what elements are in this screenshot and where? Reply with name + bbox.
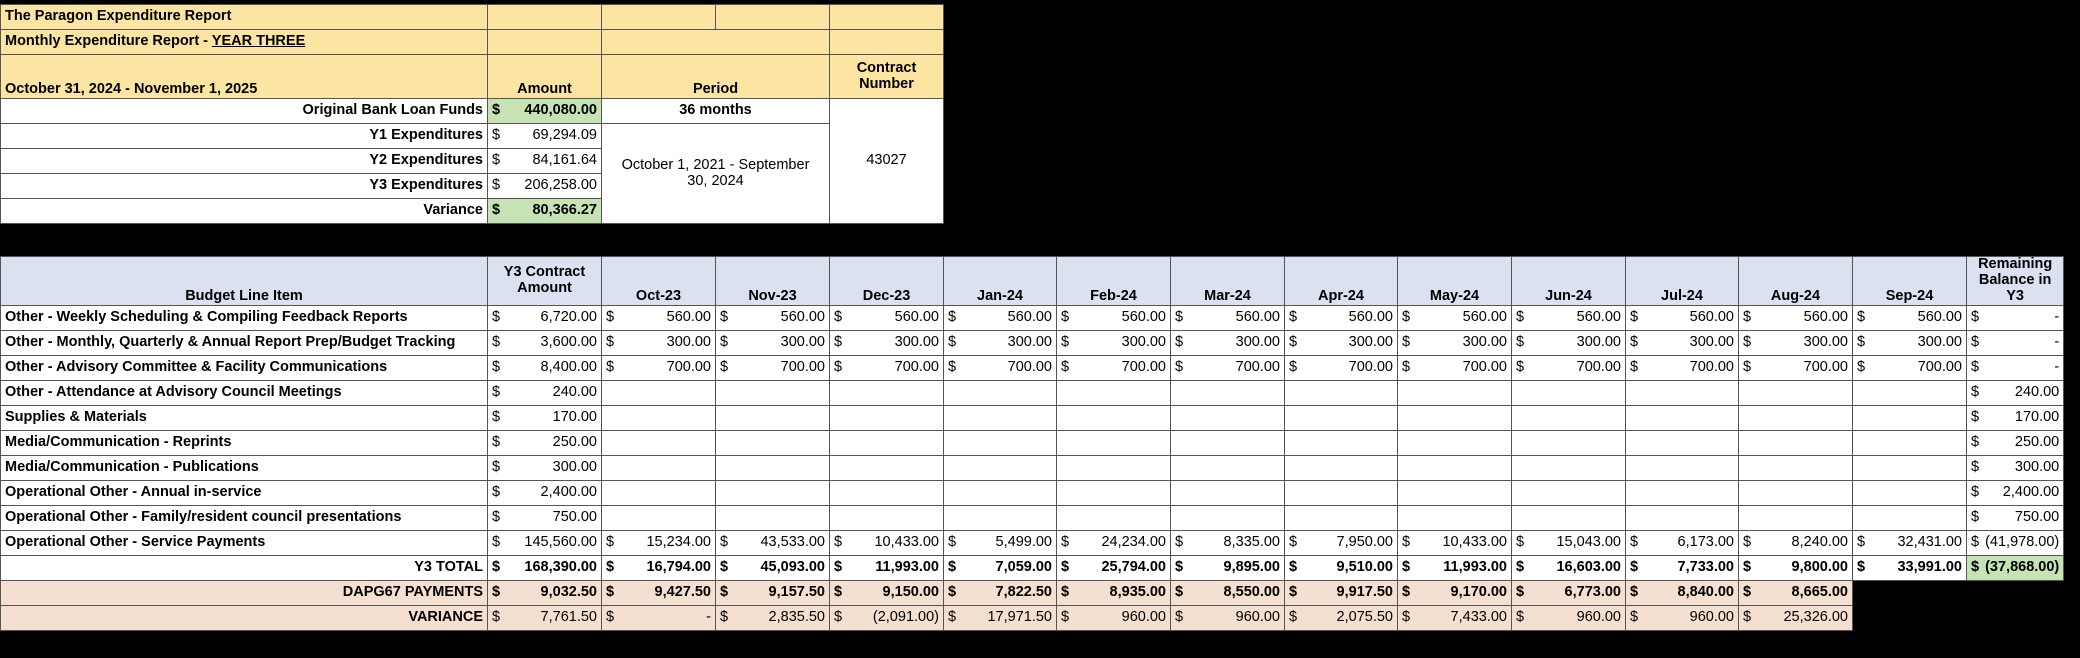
remaining-balance-cell[interactable]: $ 170.00 — [1967, 405, 2064, 430]
month-amount-cell[interactable] — [830, 480, 944, 505]
remaining-balance-cell[interactable]: $ 240.00 — [1967, 380, 2064, 405]
remaining-balance-cell[interactable]: $ - — [1967, 305, 2064, 330]
summary-label[interactable]: Original Bank Loan Funds — [1, 99, 488, 124]
remaining-balance-cell[interactable]: $ - — [1967, 355, 2064, 380]
contract-number-header[interactable]: Contract Number — [830, 55, 944, 99]
remaining-balance-cell[interactable]: $ 300.00 — [1967, 455, 2064, 480]
variance-cell[interactable]: $ (2,091.00) — [830, 605, 944, 630]
variance-cell[interactable]: $ 2,075.50 — [1285, 605, 1398, 630]
summary-label[interactable]: Y2 Expenditures — [1, 149, 488, 174]
budget-line-item[interactable]: Operational Other - Annual in-service — [1, 480, 488, 505]
table-row — [1, 530, 2064, 555]
table-row — [1, 380, 2064, 405]
month-amount-cell[interactable] — [1626, 455, 1739, 480]
summary-label[interactable]: Y3 Expenditures — [1, 174, 488, 199]
month-amount-cell[interactable]: $ 560.00 — [1853, 305, 1967, 330]
month-amount-cell[interactable] — [1853, 430, 1967, 455]
remaining-balance-cell[interactable]: $ 750.00 — [1967, 505, 2064, 530]
month-amount-cell[interactable]: $ 700.00 — [830, 355, 944, 380]
variance-label[interactable]: VARIANCE — [1, 605, 488, 630]
month-header[interactable]: Jul-24 — [1626, 257, 1739, 306]
period-header[interactable]: Period — [602, 55, 830, 99]
report-subtitle[interactable]: Monthly Expenditure Report - YEAR THREE — [1, 30, 488, 55]
month-amount-cell[interactable] — [1398, 380, 1512, 405]
period-range[interactable]: October 1, 2021 - September 30, 2024 — [602, 124, 830, 224]
payments-cell[interactable]: $ 8,550.00 — [1171, 580, 1285, 605]
total-label[interactable]: Y3 TOTAL — [1, 555, 488, 580]
budget-line-item[interactable]: Other - Weekly Scheduling & Compiling Feedback Reports — [1, 305, 488, 330]
contract-amount-cell[interactable]: $ 250.00 — [488, 430, 602, 455]
total-month-cell[interactable]: $ 33,991.00 — [1853, 555, 1967, 580]
table-row — [1, 430, 2064, 455]
report-title[interactable]: The Paragon Expenditure Report — [1, 5, 488, 30]
total-month-cell[interactable]: $ 11,993.00 — [830, 555, 944, 580]
total-month-cell[interactable]: $ 25,794.00 — [1057, 555, 1171, 580]
month-header[interactable]: Dec-23 — [830, 257, 944, 306]
remaining-balance-cell[interactable]: $ (41,978.00) — [1967, 530, 2064, 555]
month-amount-cell[interactable] — [1739, 505, 1853, 530]
cell[interactable] — [830, 5, 944, 30]
total-month-cell[interactable]: $ 45,093.00 — [716, 555, 830, 580]
month-amount-cell[interactable] — [1853, 380, 1967, 405]
month-amount-cell[interactable]: $ 560.00 — [944, 305, 1057, 330]
variance-cell[interactable]: $ 2,835.50 — [716, 605, 830, 630]
total-month-cell[interactable]: $ 7,059.00 — [944, 555, 1057, 580]
month-amount-cell[interactable] — [1171, 430, 1285, 455]
payments-cell[interactable]: $ 9,427.50 — [602, 580, 716, 605]
contract-amount-cell[interactable]: $ 8,400.00 — [488, 355, 602, 380]
month-amount-cell[interactable] — [1171, 505, 1285, 530]
month-amount-cell[interactable] — [1739, 380, 1853, 405]
budget-line-item[interactable]: Other - Attendance at Advisory Council Meetings — [1, 380, 488, 405]
month-amount-cell[interactable]: $ 300.00 — [1512, 330, 1626, 355]
cell[interactable] — [602, 5, 716, 30]
month-amount-cell[interactable]: $ 6,173.00 — [1626, 530, 1739, 555]
month-amount-cell[interactable]: $ 43,533.00 — [716, 530, 830, 555]
month-amount-cell[interactable] — [1512, 405, 1626, 430]
variance-cell[interactable]: $ 7,761.50 — [488, 605, 602, 630]
month-amount-cell[interactable]: $ 560.00 — [1285, 305, 1398, 330]
contract-amount-cell[interactable]: $ 170.00 — [488, 405, 602, 430]
month-amount-cell[interactable] — [1853, 480, 1967, 505]
month-amount-cell[interactable]: $ 24,234.00 — [1057, 530, 1171, 555]
month-amount-cell[interactable] — [1057, 380, 1171, 405]
month-header[interactable]: Feb-24 — [1057, 257, 1171, 306]
month-amount-cell[interactable]: $ 300.00 — [944, 330, 1057, 355]
month-amount-cell[interactable]: $ 300.00 — [1285, 330, 1398, 355]
month-amount-cell[interactable] — [1285, 405, 1398, 430]
month-amount-cell[interactable] — [1739, 455, 1853, 480]
month-amount-cell[interactable] — [1853, 405, 1967, 430]
month-amount-cell[interactable]: $ 700.00 — [1285, 355, 1398, 380]
total-remaining-cell[interactable]: $ (37,868.00) — [1967, 555, 2064, 580]
remaining-balance-cell[interactable]: $ 2,400.00 — [1967, 480, 2064, 505]
payments-cell[interactable]: $ 6,773.00 — [1512, 580, 1626, 605]
budget-line-item[interactable]: Other - Advisory Committee & Facility Communications — [1, 355, 488, 380]
month-amount-cell[interactable] — [1057, 455, 1171, 480]
variance-cell[interactable]: $ 960.00 — [1057, 605, 1171, 630]
month-header[interactable]: Nov-23 — [716, 257, 830, 306]
month-amount-cell[interactable] — [944, 455, 1057, 480]
month-amount-cell[interactable]: $ 10,433.00 — [830, 530, 944, 555]
remaining-balance-cell[interactable]: $ - — [1967, 330, 2064, 355]
total-month-cell[interactable]: $ 7,733.00 — [1626, 555, 1739, 580]
month-amount-cell[interactable] — [1171, 380, 1285, 405]
month-amount-cell[interactable] — [716, 430, 830, 455]
total-month-cell[interactable]: $ 9,895.00 — [1171, 555, 1285, 580]
month-amount-cell[interactable] — [830, 380, 944, 405]
contract-amount-cell[interactable]: $ 240.00 — [488, 380, 602, 405]
budget-line-item[interactable]: Media/Communication - Publications — [1, 455, 488, 480]
month-amount-cell[interactable]: $ 300.00 — [1057, 330, 1171, 355]
month-amount-cell[interactable] — [602, 380, 716, 405]
month-amount-cell[interactable] — [1512, 505, 1626, 530]
table-row — [1, 355, 2064, 380]
payments-cell[interactable]: $ 8,665.00 — [1739, 580, 1853, 605]
month-amount-cell[interactable] — [944, 430, 1057, 455]
payments-cell[interactable]: $ 9,150.00 — [830, 580, 944, 605]
month-amount-cell[interactable] — [602, 405, 716, 430]
month-amount-cell[interactable]: $ 560.00 — [602, 305, 716, 330]
month-amount-cell[interactable] — [1512, 380, 1626, 405]
summary-table — [0, 4, 944, 224]
table-row — [1, 505, 2064, 530]
month-amount-cell[interactable]: $ 700.00 — [1171, 355, 1285, 380]
total-month-cell[interactable]: $ 9,510.00 — [1285, 555, 1398, 580]
month-amount-cell[interactable]: $ 560.00 — [1512, 305, 1626, 330]
month-amount-cell[interactable]: $ 560.00 — [716, 305, 830, 330]
month-amount-cell[interactable] — [1626, 405, 1739, 430]
month-amount-cell[interactable]: $ 700.00 — [716, 355, 830, 380]
remaining-balance-header[interactable]: Remaining Balance in Y3 — [1967, 257, 2064, 306]
cell[interactable] — [488, 30, 602, 55]
summary-amount[interactable]: $ 84,161.64 — [488, 149, 602, 174]
total-month-cell[interactable]: $ 16,794.00 — [602, 555, 716, 580]
summary-amount[interactable]: $ 80,366.27 — [488, 199, 602, 224]
month-amount-cell[interactable] — [1626, 480, 1739, 505]
month-amount-cell[interactable] — [830, 455, 944, 480]
contract-amount-cell[interactable]: $ 750.00 — [488, 505, 602, 530]
month-amount-cell[interactable]: $ 700.00 — [1626, 355, 1739, 380]
month-amount-cell[interactable]: $ 700.00 — [1739, 355, 1853, 380]
month-amount-cell[interactable] — [602, 480, 716, 505]
month-amount-cell[interactable] — [716, 380, 830, 405]
budget-line-item[interactable]: Operational Other - Service Payments — [1, 530, 488, 555]
table-row — [1, 305, 2064, 330]
month-amount-cell[interactable] — [602, 455, 716, 480]
variance-cell[interactable]: $ 17,971.50 — [944, 605, 1057, 630]
month-amount-cell[interactable]: $ 700.00 — [1512, 355, 1626, 380]
month-amount-cell[interactable] — [1057, 430, 1171, 455]
total-month-cell[interactable]: $ 11,993.00 — [1398, 555, 1512, 580]
month-amount-cell[interactable] — [1512, 430, 1626, 455]
month-amount-cell[interactable]: $ 560.00 — [1171, 305, 1285, 330]
cell[interactable] — [830, 30, 944, 55]
month-amount-cell[interactable] — [602, 505, 716, 530]
month-amount-cell[interactable]: $ 700.00 — [1853, 355, 1967, 380]
variance-cell[interactable]: $ 960.00 — [1512, 605, 1626, 630]
month-amount-cell[interactable] — [944, 380, 1057, 405]
month-amount-cell[interactable] — [716, 480, 830, 505]
contract-amount-cell[interactable]: $ 6,720.00 — [488, 305, 602, 330]
month-amount-cell[interactable] — [1285, 430, 1398, 455]
month-amount-cell[interactable] — [1626, 380, 1739, 405]
month-header[interactable]: Sep-24 — [1853, 257, 1967, 306]
month-amount-cell[interactable]: $ 5,499.00 — [944, 530, 1057, 555]
month-header[interactable]: Apr-24 — [1285, 257, 1398, 306]
table-row — [1, 405, 2064, 430]
contract-amount-cell[interactable]: $ 3,600.00 — [488, 330, 602, 355]
month-amount-cell[interactable] — [944, 480, 1057, 505]
month-amount-cell[interactable] — [1512, 480, 1626, 505]
month-amount-cell[interactable] — [1171, 480, 1285, 505]
contract-amount-cell[interactable]: $ 300.00 — [488, 455, 602, 480]
cell[interactable] — [488, 5, 602, 30]
payments-cell[interactable]: $ 9,032.50 — [488, 580, 602, 605]
contract-number[interactable]: 43027 — [830, 99, 944, 224]
month-amount-cell[interactable] — [1285, 455, 1398, 480]
month-amount-cell[interactable] — [1285, 380, 1398, 405]
month-amount-cell[interactable]: $ 10,433.00 — [1398, 530, 1512, 555]
month-amount-cell[interactable] — [716, 505, 830, 530]
month-amount-cell[interactable]: $ 15,043.00 — [1512, 530, 1626, 555]
month-amount-cell[interactable] — [1057, 405, 1171, 430]
variance-row — [1, 605, 2064, 630]
summary-label[interactable]: Variance — [1, 199, 488, 224]
table-row — [1, 330, 2064, 355]
month-amount-cell[interactable] — [1398, 430, 1512, 455]
date-range[interactable]: October 31, 2024 - November 1, 2025 — [1, 55, 488, 99]
month-amount-cell[interactable] — [1739, 480, 1853, 505]
cell[interactable] — [716, 5, 830, 30]
remaining-balance-cell[interactable]: $ 250.00 — [1967, 430, 2064, 455]
month-amount-cell[interactable] — [1285, 480, 1398, 505]
month-amount-cell[interactable]: $ 300.00 — [1626, 330, 1739, 355]
month-amount-cell[interactable] — [944, 405, 1057, 430]
month-amount-cell[interactable]: $ 32,431.00 — [1853, 530, 1967, 555]
month-amount-cell[interactable] — [1398, 455, 1512, 480]
payments-row — [1, 580, 2064, 605]
month-amount-cell[interactable] — [1512, 455, 1626, 480]
table-row — [1, 455, 2064, 480]
month-header[interactable]: Oct-23 — [602, 257, 716, 306]
variance-cell[interactable]: $ 25,326.00 — [1739, 605, 1853, 630]
month-header[interactable]: Aug-24 — [1739, 257, 1853, 306]
budget-table — [0, 256, 2064, 631]
budget-line-item[interactable]: Supplies & Materials — [1, 405, 488, 430]
month-amount-cell[interactable]: $ 700.00 — [944, 355, 1057, 380]
month-amount-cell[interactable]: $ 300.00 — [716, 330, 830, 355]
month-amount-cell[interactable]: $ 700.00 — [1057, 355, 1171, 380]
variance-cell[interactable]: $ 7,433.00 — [1398, 605, 1512, 630]
variance-cell[interactable]: $ 960.00 — [1171, 605, 1285, 630]
month-amount-cell[interactable] — [830, 430, 944, 455]
month-header[interactable]: Jan-24 — [944, 257, 1057, 306]
month-amount-cell[interactable] — [1057, 505, 1171, 530]
total-month-cell[interactable]: $ 9,800.00 — [1739, 555, 1853, 580]
budget-header-row — [1, 257, 2064, 306]
payments-cell[interactable]: $ 8,935.00 — [1057, 580, 1171, 605]
summary-label[interactable]: Y1 Expenditures — [1, 124, 488, 149]
summary-amount[interactable]: $ 440,080.00 — [488, 99, 602, 124]
contract-amount-header[interactable]: Y3 Contract Amount — [488, 257, 602, 306]
month-amount-cell[interactable] — [1057, 480, 1171, 505]
month-amount-cell[interactable]: $ 300.00 — [830, 330, 944, 355]
summary-amount[interactable]: $ 206,258.00 — [488, 174, 602, 199]
month-header[interactable]: Jun-24 — [1512, 257, 1626, 306]
variance-cell[interactable]: $ - — [602, 605, 716, 630]
month-amount-cell[interactable] — [1739, 430, 1853, 455]
payments-cell[interactable]: $ 8,840.00 — [1626, 580, 1739, 605]
month-amount-cell[interactable]: $ 300.00 — [1171, 330, 1285, 355]
month-amount-cell[interactable] — [1398, 480, 1512, 505]
contract-amount-cell[interactable]: $ 2,400.00 — [488, 480, 602, 505]
month-amount-cell[interactable] — [602, 430, 716, 455]
total-row — [1, 555, 2064, 580]
amount-header[interactable]: Amount — [488, 55, 602, 99]
budget-line-item-header[interactable]: Budget Line Item — [1, 257, 488, 306]
month-amount-cell[interactable] — [944, 505, 1057, 530]
month-amount-cell[interactable]: $ 560.00 — [1057, 305, 1171, 330]
month-amount-cell[interactable]: $ 560.00 — [1739, 305, 1853, 330]
payments-label[interactable]: DAPG67 PAYMENTS — [1, 580, 488, 605]
blank-cell — [1853, 605, 1967, 630]
month-amount-cell[interactable] — [716, 405, 830, 430]
total-month-cell[interactable]: $ 16,603.00 — [1512, 555, 1626, 580]
month-amount-cell[interactable] — [1398, 405, 1512, 430]
month-amount-cell[interactable]: $ 560.00 — [1398, 305, 1512, 330]
month-amount-cell[interactable] — [1171, 455, 1285, 480]
budget-line-item[interactable]: Operational Other - Family/resident council presentations — [1, 505, 488, 530]
month-amount-cell[interactable] — [1739, 405, 1853, 430]
month-amount-cell[interactable]: $ 560.00 — [1626, 305, 1739, 330]
contract-amount-cell[interactable]: $ 145,560.00 — [488, 530, 602, 555]
month-amount-cell[interactable]: $ 300.00 — [1739, 330, 1853, 355]
month-amount-cell[interactable] — [1626, 430, 1739, 455]
payments-cell[interactable]: $ 7,822.50 — [944, 580, 1057, 605]
month-amount-cell[interactable]: $ 7,950.00 — [1285, 530, 1398, 555]
blank-cell — [1853, 580, 1967, 605]
summary-amount[interactable]: $ 69,294.09 — [488, 124, 602, 149]
month-amount-cell[interactable]: $ 15,234.00 — [602, 530, 716, 555]
month-amount-cell[interactable] — [830, 405, 944, 430]
cell[interactable] — [602, 30, 830, 55]
payments-cell[interactable]: $ 9,170.00 — [1398, 580, 1512, 605]
month-amount-cell[interactable]: $ 300.00 — [602, 330, 716, 355]
month-amount-cell[interactable] — [1171, 405, 1285, 430]
budget-line-item[interactable]: Other - Monthly, Quarterly & Annual Report Prep/Budget Tracking — [1, 330, 488, 355]
month-amount-cell[interactable] — [1285, 505, 1398, 530]
budget-line-item[interactable]: Media/Communication - Reprints — [1, 430, 488, 455]
variance-cell[interactable]: $ 960.00 — [1626, 605, 1739, 630]
payments-cell[interactable]: $ 9,917.50 — [1285, 580, 1398, 605]
month-header[interactable]: May-24 — [1398, 257, 1512, 306]
table-row — [1, 480, 2064, 505]
month-amount-cell[interactable]: $ 700.00 — [1398, 355, 1512, 380]
month-amount-cell[interactable] — [1853, 455, 1967, 480]
period-months[interactable]: 36 months — [602, 99, 830, 124]
month-amount-cell[interactable] — [1853, 505, 1967, 530]
month-amount-cell[interactable]: $ 300.00 — [1853, 330, 1967, 355]
month-amount-cell[interactable]: $ 560.00 — [830, 305, 944, 330]
month-amount-cell[interactable] — [1398, 505, 1512, 530]
month-amount-cell[interactable] — [830, 505, 944, 530]
month-amount-cell[interactable]: $ 8,335.00 — [1171, 530, 1285, 555]
payments-cell[interactable]: $ 9,157.50 — [716, 580, 830, 605]
month-amount-cell[interactable] — [716, 455, 830, 480]
month-amount-cell[interactable]: $ 700.00 — [602, 355, 716, 380]
month-amount-cell[interactable] — [1626, 505, 1739, 530]
month-amount-cell[interactable]: $ 300.00 — [1398, 330, 1512, 355]
month-header[interactable]: Mar-24 — [1171, 257, 1285, 306]
total-contract-cell[interactable]: $ 168,390.00 — [488, 555, 602, 580]
month-amount-cell[interactable]: $ 8,240.00 — [1739, 530, 1853, 555]
